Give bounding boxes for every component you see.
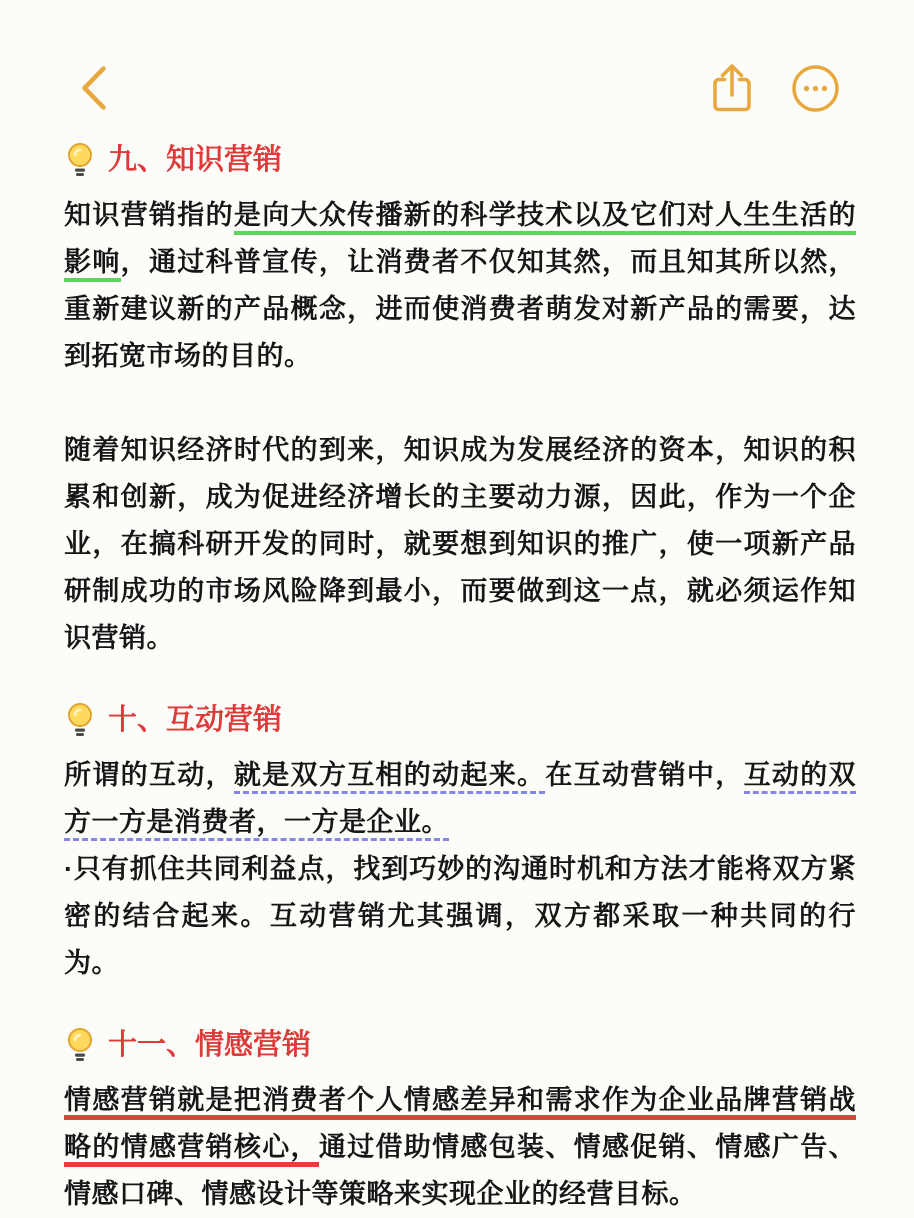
toolbar [0, 0, 914, 118]
blue-dashed-underlined-text: 就是双方互相的动起来。 [234, 760, 545, 794]
body-paragraph [64, 1077, 856, 1218]
text-segment: 随着知识经济时代的到来，知识成为发展经济的资本，知识的积累和创新，成为促进经济增长的主要动力源，因此，作为一个企业，在搞科研开发的同时，就要想到知识的推广，使一项新产品研制成功的市场风险降到最小，而要做到这一点，就必须运作知识营销。 [64, 435, 856, 653]
blue-dashed-underlined-text: 互动的双方一方是消费者，一方是企业。 [64, 760, 856, 841]
text-segment: 所谓的互动， [64, 760, 234, 790]
share-icon [709, 62, 755, 114]
section-heading [64, 140, 856, 180]
more-button[interactable] [791, 64, 840, 113]
note-section-3 [64, 1025, 856, 1218]
note-section-1 [64, 140, 856, 662]
body-paragraph [64, 752, 856, 846]
text-segment: ·只有抓住共同利益点，找到巧妙的沟通时机和方法才能将双方紧密的结合起来。互动营销尤其强调，双方都采取一种共同的行为。 [64, 854, 856, 978]
body-paragraph [64, 427, 856, 662]
note-section-2 [64, 700, 856, 987]
section-heading [64, 700, 856, 740]
text-segment: 通过借助情感包装、情感促销、情感广告、情感口碑、情感设计等策略来实现企业的经营目标。 [64, 1132, 857, 1209]
lightbulb-icon [64, 1027, 96, 1063]
lightbulb-icon [64, 702, 96, 738]
body-paragraph [64, 846, 856, 987]
note-content[interactable] [0, 118, 914, 1218]
text-segment: ，通过科普宣传，让消费者不仅知其然，而且知其所以然，重新建议新的产品概念，进而使消费者萌发对新产品的需要，达到拓宽市场的目的。 [64, 247, 857, 371]
chevron-left-icon [80, 65, 107, 111]
lightbulb-icon [64, 142, 96, 178]
ellipsis-circle-icon [791, 64, 840, 113]
section-heading [64, 1025, 856, 1065]
section-title: 九、知识营销 [108, 144, 283, 176]
text-segment: 知识营销指的 [64, 200, 234, 230]
back-button[interactable] [80, 65, 107, 111]
section-title: 十、互动营销 [108, 704, 283, 736]
text-segment: 在互动营销中， [545, 760, 744, 790]
green-underlined-text: 是向大众传播新的科学技术以及它们对人生生活的影响 [64, 200, 856, 282]
section-title: 十一、情感营销 [108, 1029, 312, 1061]
share-button[interactable] [709, 62, 755, 114]
body-paragraph [64, 192, 856, 380]
red-underlined-text: 情感营销就是把消费者个人情感差异和需求作为企业品牌营销战略的情感营销核心， [64, 1085, 856, 1167]
